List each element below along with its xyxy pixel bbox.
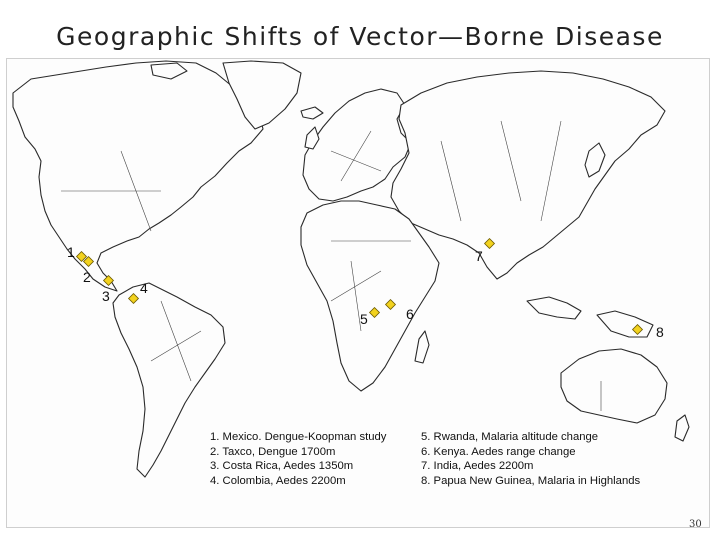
site-marker-5 <box>370 308 380 318</box>
legend-item-2: 2. Taxco, Dengue 1700m <box>210 445 336 458</box>
site-number-5: 5 <box>360 311 368 327</box>
page-number: 30 <box>689 519 702 530</box>
site-marker-7 <box>485 239 495 249</box>
site-number-4: 4 <box>140 280 148 296</box>
site-marker-3 <box>104 276 114 286</box>
legend-item-6: 6. Kenya. Aedes range change <box>421 445 576 458</box>
legend-item-4: 4. Colombia, Aedes 2200m <box>210 474 346 487</box>
site-number-8: 8 <box>656 324 664 340</box>
legend-item-8: 8. Papua New Guinea, Malaria in Highlands <box>421 474 641 487</box>
legend-item-5: 5. Rwanda, Malaria altitude change <box>421 431 599 443</box>
site-number-2: 2 <box>83 269 91 285</box>
site-number-1: 1 <box>67 244 75 260</box>
legend-item-3: 3. Costa Rica, Aedes 1350m <box>210 460 354 473</box>
site-number-3: 3 <box>102 288 110 304</box>
map-title: Geographic Shifts of Vector—Borne Disease <box>56 22 664 51</box>
site-marker-6 <box>386 300 396 310</box>
site-marker-8 <box>633 325 643 335</box>
legend-item-1: 1. Mexico. Dengue-Koopman study <box>210 431 387 443</box>
legend-item-7: 7. India, Aedes 2200m <box>421 460 534 473</box>
legend-left-column <box>210 430 386 488</box>
site-marker-4 <box>129 294 139 304</box>
site-number-7: 7 <box>475 248 483 264</box>
legend-right-column <box>421 430 640 488</box>
site-number-6: 6 <box>406 306 414 322</box>
